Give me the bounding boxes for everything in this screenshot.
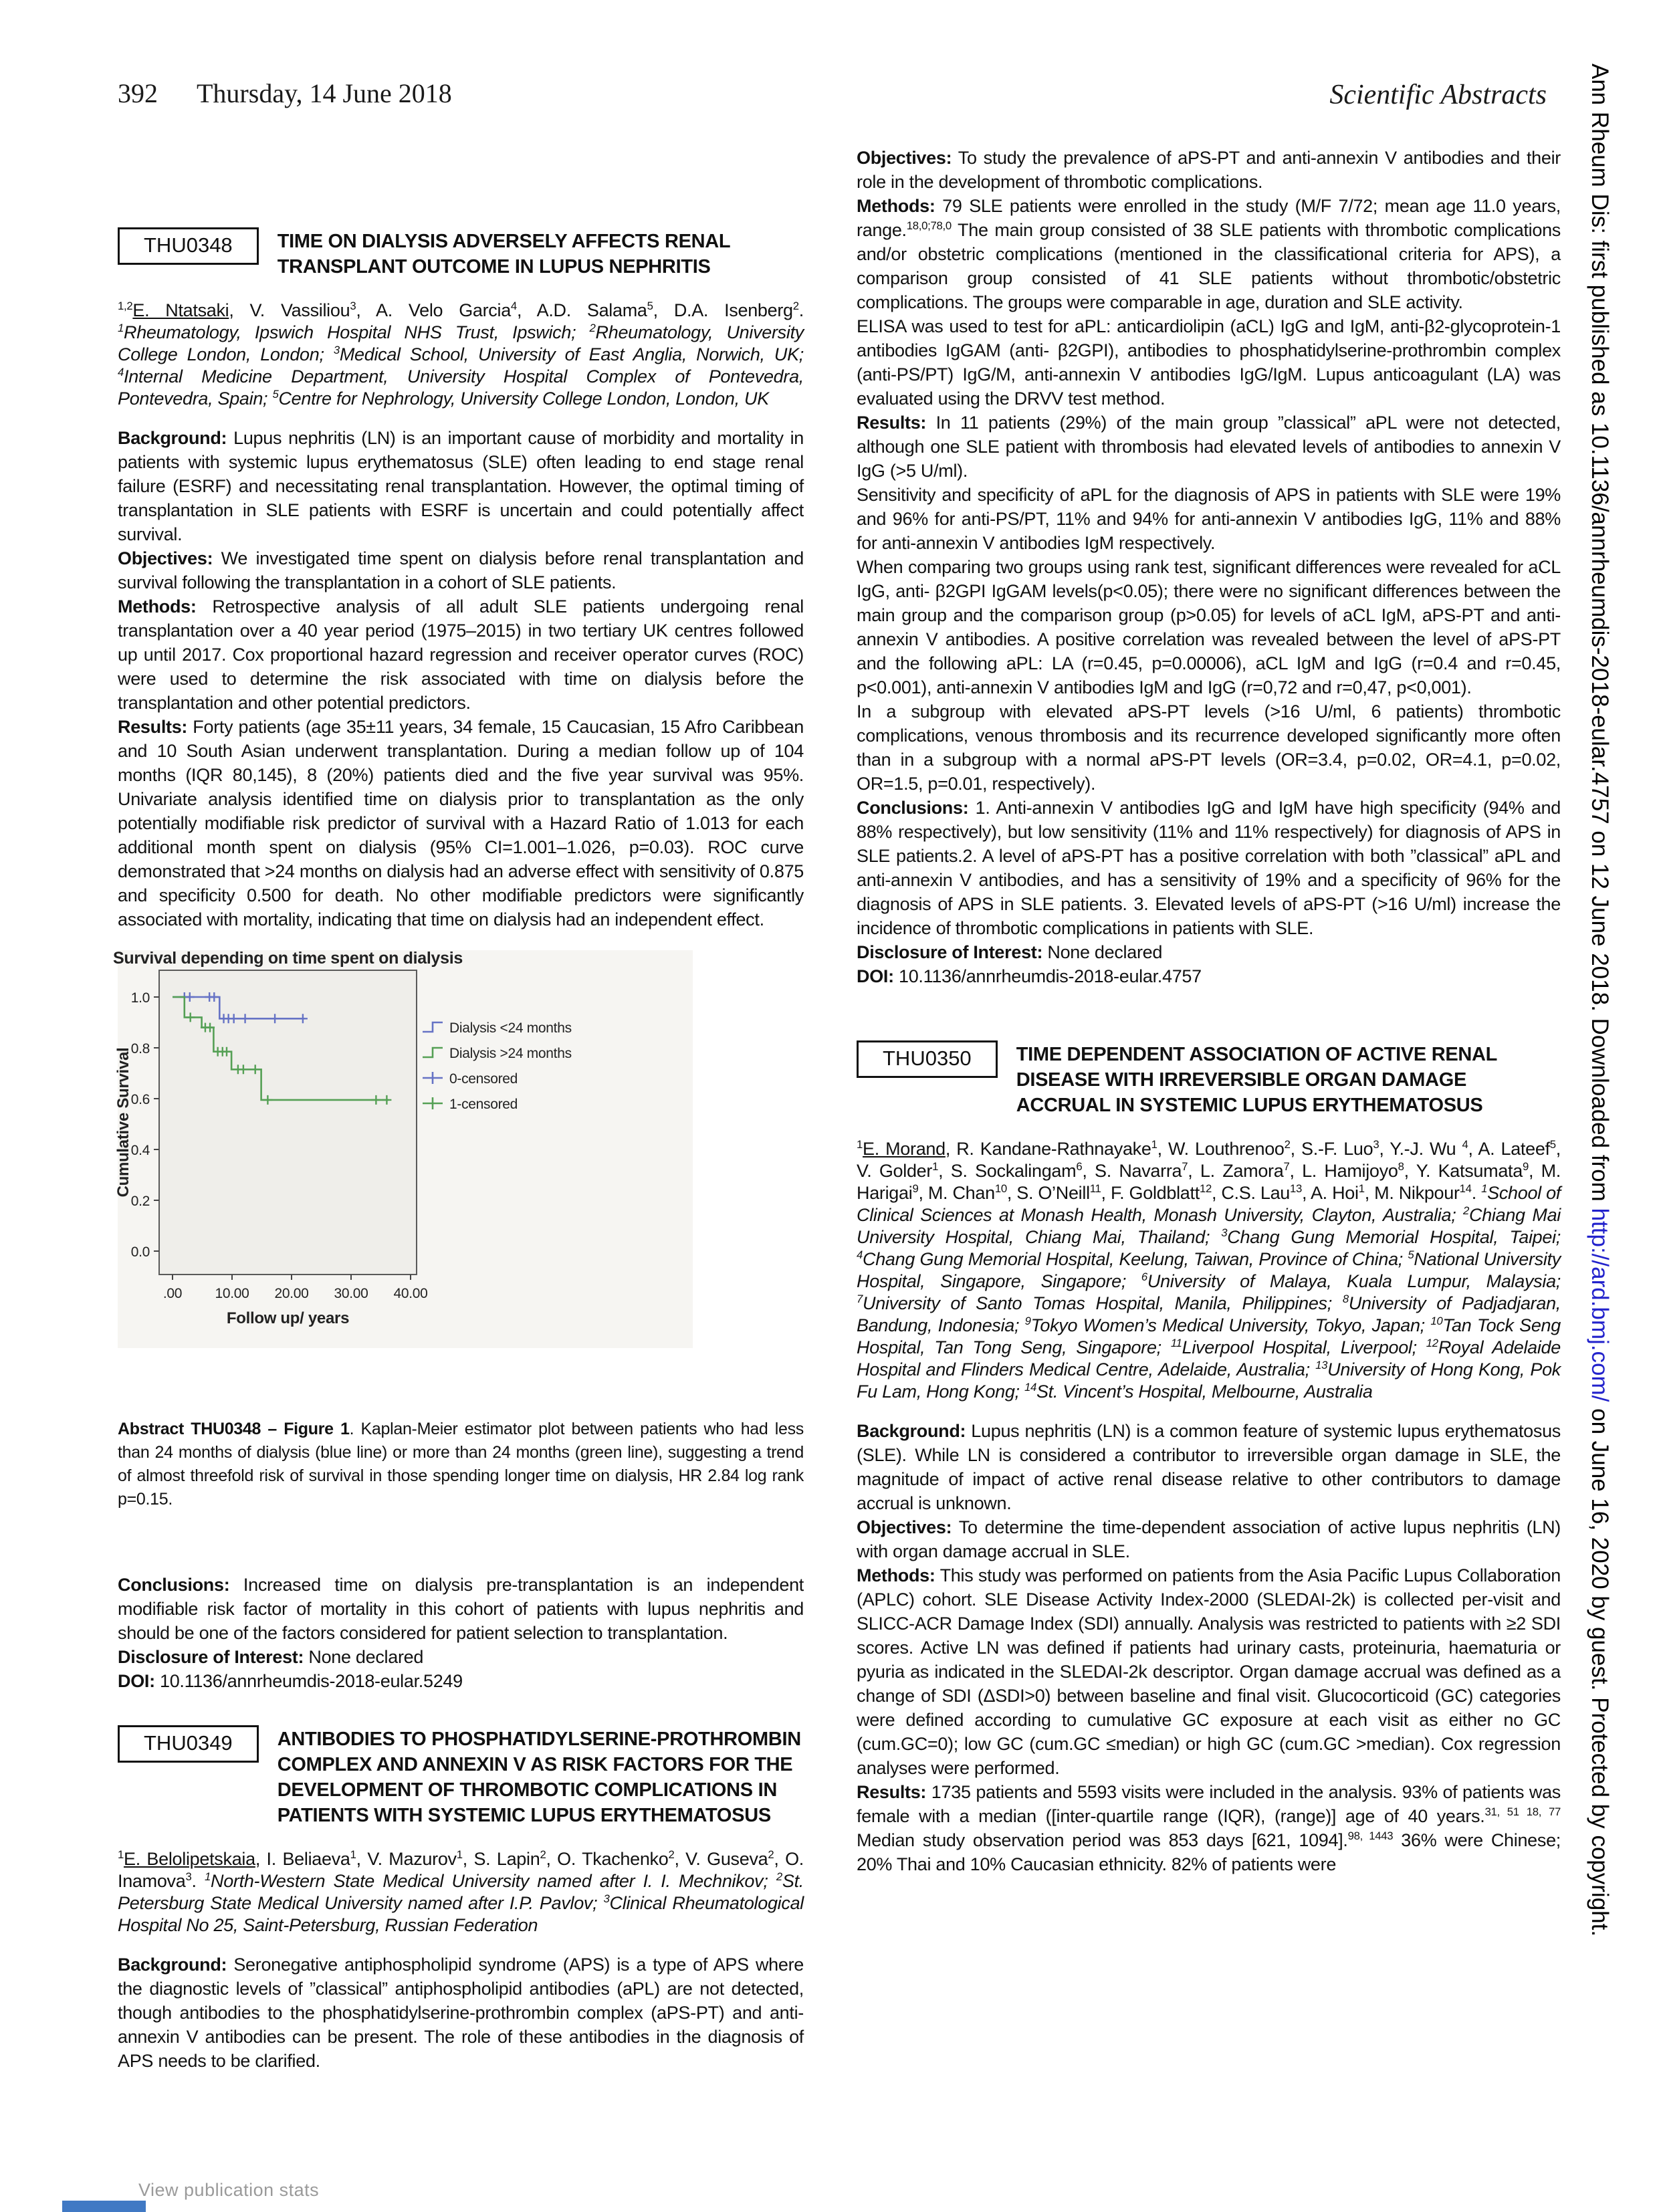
figure-block — [112, 949, 804, 1348]
svg-text:0.6: 0.6 — [130, 1092, 150, 1107]
svg-text:Cumulative Survival: Cumulative Survival — [114, 1047, 132, 1198]
left-column — [112, 227, 804, 2073]
comparison-paragraph: When comparing two groups using rank test, significant differences were revealed for aCL IgG, anti- β2GPI IgGAM levels(p<0.05); there were no significant differences between the main group and the comparison group (p>0.05) for levels of aCL IgM, aPS-PT and anti-annexin V antibodies. A positive correlation was revealed between the level of aPS-PT and the following aPL: LA (r=0.45, p=0.00006), aCL IgM and IgG (r=0.4 and r=0.45, p<0.001), anti-annexin V antibodies IgM and IgG (r=0,72 and r=0,47, p<0,001). — [857, 557, 1561, 697]
svg-text:30.00: 30.00 — [334, 1286, 368, 1301]
conclusions-block — [118, 1573, 804, 1693]
abstract-thu0348 — [112, 227, 804, 1693]
abstract-heading — [118, 1725, 804, 1828]
conclusions-paragraph: Conclusions: 1. Anti-annexin V antibodies IgG and IgM have high specificity (94% and 88% respectively), but low sensitivity (11% and 11% respectively) for diagnosis of APS in SLE patients.2. A level of aPS-PT has a positive correlation with both ”classical” aPL and anti-annexin V antibodies, and has a sensitivity of 19% and a specificity of 96% for the diagnosis of APS in SLE patients. 3. Elevated levels of aPS-PT (>16 U/ml) increase the incidence of thrombotic complications in patients with SLE. — [857, 798, 1561, 938]
svg-text:Survival depending on time spe: Survival depending on time spent on dialysis — [112, 949, 463, 968]
abstract-thu0349-continued — [857, 146, 1561, 988]
kaplan-meier-figure — [112, 949, 693, 1348]
abstract-id-box: THU0350 — [857, 1040, 998, 1078]
objectives-paragraph: Objectives: To study the prevalence of aPS-PT and anti-annexin V antibodies and their role in the development of thrombotic complications. — [857, 148, 1561, 192]
page-header-left — [118, 78, 452, 109]
abstract-id-box: THU0349 — [118, 1725, 259, 1763]
ard-bmj-link[interactable]: http://ard.bmj.com/ — [1587, 1208, 1613, 1402]
results-paragraph: Results: Forty patients (age 35±11 years, 34 female, 15 Caucasian, 15 Afro Caribbean and 10 South Asian underwent transplantation. During a median follow up of 104 months (IQR 80,145), 8 (20%) patients died and the five year survival was 95%. Univariate analysis identified time on dialysis prior to transplantation as the only potentially modifiable risk predictor of survival with a Hazard Ratio of 1.013 for each additional month spent on dialysis (95% CI=1.001–1.026, p=0.03). ROC curve demonstrated that >24 months on dialysis had an adverse effect with sensitivity of 0.875 and specificity 0.500 for death. No other modifiable predictors were significantly associated with mortality, indicating that time on dialysis had an independent effect. — [118, 717, 804, 929]
svg-text:1.0: 1.0 — [130, 990, 150, 1006]
authors-affiliations: $^1$E. Morand, R. Kandane-Rathnayake$^1$, W. Louthrenoo$^2$, S.-F. Luo$^3$, Y.-J. Wu $^4$, A. Lateef$^5$, V. Golder$^1$, S. Sockalingam$^6$, S. Navarra$^7$, L. Zamora$^7$, L. Hamijoyo$^8$, Y. Katsumata$^9$, M. Harigai$^9$, M. Chan$^{10}$, S. O’Neill$^{11}$, F. Goldblatt$^{12}$, C.S. Lau$^{13}$, A. Hoi$^1$, M. Nikpour$^{14}$. $^1$School of Clinical Sciences at Monash Health, Monash University, Clayton, Australia; $^2$Chiang Mai University Hospital, Chiang Mai, Thailand; $^3$Chang Gung Memorial Hospital, Taipei; $^4$Chang Gung Memorial Hospital, Keelung, Taiwan, Province of China; $^5$National University Hospital, Singapore, Singapore; $^6$University of Malaya, Kuala Lumpur, Malaysia; $^7$University of Santo Tomas Hospital, Manila, Philippines; $^8$University of Padjadjaran, Bandung, Indonesia; $^9$Tokyo Women’s Medical University, Tokyo, Japan; $^{10}$Tan Tock Seng Hospital, Tan Tong Seng, Singapore; $^{11}$Liverpool Hospital, Liverpool; $^{12}$Royal Adelaide Hospital and Flinders Medical Centre, Adelaide, Australia; $^{13}$University of Hong Kong, Pok Fu Lam, Hong Kong; $^{14}$St. Vincent’s Hospital, Melbourne, Australia — [857, 1138, 1561, 1402]
svg-text:Dialysis <24 months: Dialysis <24 months — [449, 1020, 572, 1036]
svg-text:Follow up/ years: Follow up/ years — [226, 1309, 350, 1327]
sidebar-citation-post: on June 16, 2020 by guest. Protected by copyright. — [1587, 1402, 1613, 1937]
methods-paragraph: Methods: Retrospective analysis of all adult SLE patients undergoing renal transplantation over a 40 year period (1975–2015) in two tertiary UK centres followed up until 2017. Cox proportional hazard regression and receiver operator curves (ROC) were used to determine the risk associated with time on dialysis before the transplantation and other potential predictors. — [118, 596, 804, 713]
view-publication-stats-link[interactable]: View publication stats — [138, 2180, 320, 2200]
results-paragraph: Results: 1735 patients and 5593 visits were included in the analysis. 93% of patients was female with a median ([inter-quartile range (IQR), (range)] age of 40 years.$^{31, 51 18, 77}$ Median study observation period was 853 days [621, 1094].$^{98, 1443}$ 36% were Chinese; 20% Thai and 10% Caucasian ethnicity. 82% of patients were — [857, 1782, 1561, 1874]
svg-text:0.2: 0.2 — [130, 1194, 150, 1209]
sidebar-citation-pre: Ann Rheum Dis: first published as 10.1136/annrheumdis-2018-eular.4757 on 12 June 2018. Downloaded from — [1587, 64, 1613, 1208]
background-paragraph: Background: Lupus nephritis (LN) is a common feature of systemic lupus erythematosus (SLE). While LN is considered a contributor to irreversible organ damage in SLE, the magnitude of impact of active renal disease relative to other contributors to damage accrual is unknown. — [857, 1421, 1561, 1513]
conclusions-paragraph: Conclusions: Increased time on dialysis pre-transplantation is an independent modifiable risk factor of mortality in this cohort of patients with lupus nephritis and should be one of the factors considered for patient selection to transplantation. — [118, 1575, 804, 1643]
background-paragraph: Background: Seronegative antiphospholipid syndrome (APS) is a type of APS where the diagnostic levels of ”classical” antiphospholipid antibodies (aPL) are not detected, though antibodies to the phosphatidylserine-prothrombin complex (aPS-PT) and anti-annexin V antibodies can be present. The role of these antibodies in the diagnosis of APS needs to be clarified. — [118, 1955, 804, 2071]
abstract-title: TIME DEPENDENT ASSOCIATION OF ACTIVE RENAL DISEASE WITH IRREVERSIBLE ORGAN DAMAGE ACCRUAL IN SYSTEMIC LUPUS ERYTHEMATOSUS — [1016, 1044, 1497, 1116]
doi-line: DOI: 10.1136/annrheumdis-2018-eular.5249 — [118, 1671, 463, 1691]
disclosure-line: Disclosure of Interest: None declared — [118, 1647, 424, 1667]
abstract-thu0350 — [857, 1040, 1561, 1876]
sidebar-citation — [1586, 64, 1613, 2197]
svg-text:20.00: 20.00 — [274, 1286, 309, 1301]
svg-text:0.8: 0.8 — [130, 1041, 150, 1057]
svg-text:1-censored: 1-censored — [449, 1097, 518, 1112]
abstract-title: TIME ON DIALYSIS ADVERSELY AFFECTS RENAL TRANSPLANT OUTCOME IN LUPUS NEPHRITIS — [277, 231, 730, 278]
journal-title: Scientific Abstracts — [1329, 80, 1547, 110]
svg-text:.00: .00 — [162, 1286, 183, 1301]
disclosure-line: Disclosure of Interest: None declared — [857, 942, 1163, 962]
svg-text:0.4: 0.4 — [130, 1143, 150, 1158]
right-column — [857, 146, 1561, 1876]
abstract-id-box: THU0348 — [118, 227, 259, 265]
methods-paragraph: Methods: 79 SLE patients were enrolled in the study (M/F 7/72; mean age 11.0 years, range.$^{18,0;78,0}$ The main group consisted of 38 SLE patients with thrombotic complications and/or obstetric complications (mentioned in the classificational criteria for APS), a comparison group consisted of 41 SLE patients without thrombotic/obstetric complications. The groups were comparable in age, duration and SLE activity. — [857, 196, 1561, 312]
abstract-thu0349-start — [118, 1725, 804, 2073]
svg-text:0-censored: 0-censored — [449, 1071, 518, 1087]
results-paragraph: Results: In 11 patients (29%) of the main group ”classical” aPL were not detected, although one SLE patient with thrombosis had elevated levels of antibodies to annexin V IgG (>5 U/ml). — [857, 413, 1561, 481]
decorative-blue-bar — [62, 2201, 146, 2212]
abstract-title: ANTIBODIES TO PHOSPHATIDYLSERINE-PROTHROMBIN COMPLEX AND ANNEXIN V AS RISK FACTORS FOR THE DEVELOPMENT OF THROMBOTIC COMPLICATIONS IN PATIENTS WITH SYSTEMIC LUPUS ERYTHEMATOSUS — [277, 1729, 801, 1826]
authors-affiliations: $^1$E. Belolipetskaia, I. Beliaeva$^1$, V. Mazurov$^1$, S. Lapin$^2$, O. Tkachenko$^2$, V. Guseva$^2$, O. Inamova$^3$. $^1$North-Western State Medical University named after I. I. Mechnikov; $^2$St. Petersburg State Medical University named after I.P. Pavlov; $^3$Clinical Rheumatological Hospital No 25, Saint-Petersburg, Russian Federation — [118, 1848, 804, 1935]
objectives-paragraph: Objectives: We investigated time spent on dialysis before renal transplantation and survival following the transplantation in a cohort of SLE patients. — [118, 548, 804, 592]
svg-text:10.00: 10.00 — [215, 1286, 249, 1301]
subgroup-paragraph: In a subgroup with elevated aPS-PT levels (>16 U/ml, 6 patients) thrombotic complications, venous thrombosis and its recurrence developed significantly more often than in a subgroup with a normal aPS-PT levels (OR=3.4, p=0.02, OR=4.1, p=0.02, OR=1.5, p=0.01, respectively). — [857, 701, 1561, 794]
svg-text:0.0: 0.0 — [130, 1244, 150, 1260]
svg-text:Dialysis >24 months: Dialysis >24 months — [449, 1046, 572, 1061]
sensitivity-paragraph: Sensitivity and specificity of aPL for the diagnosis of APS in patients with SLE were 19% and 96% for anti-PS/PT, 11% and 94% for anti-annexin V antibodies IgG, 11% and 88% for anti-annexin V antibodies IgM respectively. — [857, 485, 1561, 553]
svg-text:40.00: 40.00 — [393, 1286, 428, 1301]
figure-caption: Abstract THU0348 – Figure 1. Kaplan-Meier estimator plot between patients who had less than 24 months of dialysis (blue line) or more than 24 months (green line), suggesting a trend of almost threefold risk of survival in those spending longer time on dialysis, HR 2.84 log rank p=0.15. — [118, 1420, 804, 1509]
abstract-heading — [118, 227, 804, 280]
objectives-paragraph: Objectives: To determine the time-dependent association of active lupus nephritis (LN) with organ damage accrual in SLE. — [857, 1517, 1561, 1561]
page-number: 392 — [118, 78, 158, 108]
issue-date: Thursday, 14 June 2018 — [197, 78, 452, 108]
background-paragraph: Background: Lupus nephritis (LN) is an important cause of morbidity and mortality in patients with systemic lupus erythematosus (SLE) often leading to end stage renal failure (ESRF) and necessitating renal transplantation. However, the optimal timing of transplantation in SLE patients with ESRF is uncertain and could potentially affect survival. — [118, 428, 804, 544]
elisa-paragraph: ELISA was used to test for aPL: anticardiolipin (aCL) IgG and IgM, anti-β2-glycoprotein-1 antibodies IgGAM (anti- β2GPI), antibodies to phosphatidylserine-prothrombin complex (anti-PS/PT) IgG/M, anti-annexin V antibodies IgG/IgM. Lupus anticoagulant (LA) was evaluated using the DRVV test method. — [857, 316, 1561, 409]
methods-paragraph: Methods: This study was performed on patients from the Asia Pacific Lupus Collaboration (APLC) cohort. SLE Disease Activity Index-2000 (SLEDAI-2k) is collected per-visit and SLICC-ACR Damage Index (SDI) annually. Analysis was restricted to patients with ≥2 SDI scores. Active LN was defined if patients had urinary casts, proteinuria, haematuria or pyuria as indicated in the SLEDAI-2k descriptor. Organ damage accrual was defined as a change of SDI (ΔSDI>0) between baseline and final visit. Glucocorticoid (GC) categories were defined according to cumulative GC exposure at each visit as either no GC (cum.GC=0); low GC (cum.GC ≤median) or high GC (cum.GC >median). Cox regression analyses were performed. — [857, 1565, 1561, 1778]
authors-affiliations: $^{1,2}$E. Ntatsaki, V. Vassiliou$^3$, A. Velo Garcia$^4$, A.D. Salama$^5$, D.A. Isenberg$^2$. $^1$Rheumatology, Ipswich Hospital NHS Trust, Ipswich; $^2$Rheumatology, University College London, London; $^3$Medical School, University of East Anglia, Norwich, UK; $^4$Internal Medicine Department, University Hospital Complex of Pontevedra, Pontevedra, Spain; $^5$Centre for Nephrology, University College London, London, UK — [118, 300, 804, 409]
doi-line: DOI: 10.1136/annrheumdis-2018-eular.4757 — [857, 966, 1202, 986]
abstract-heading — [857, 1040, 1561, 1118]
